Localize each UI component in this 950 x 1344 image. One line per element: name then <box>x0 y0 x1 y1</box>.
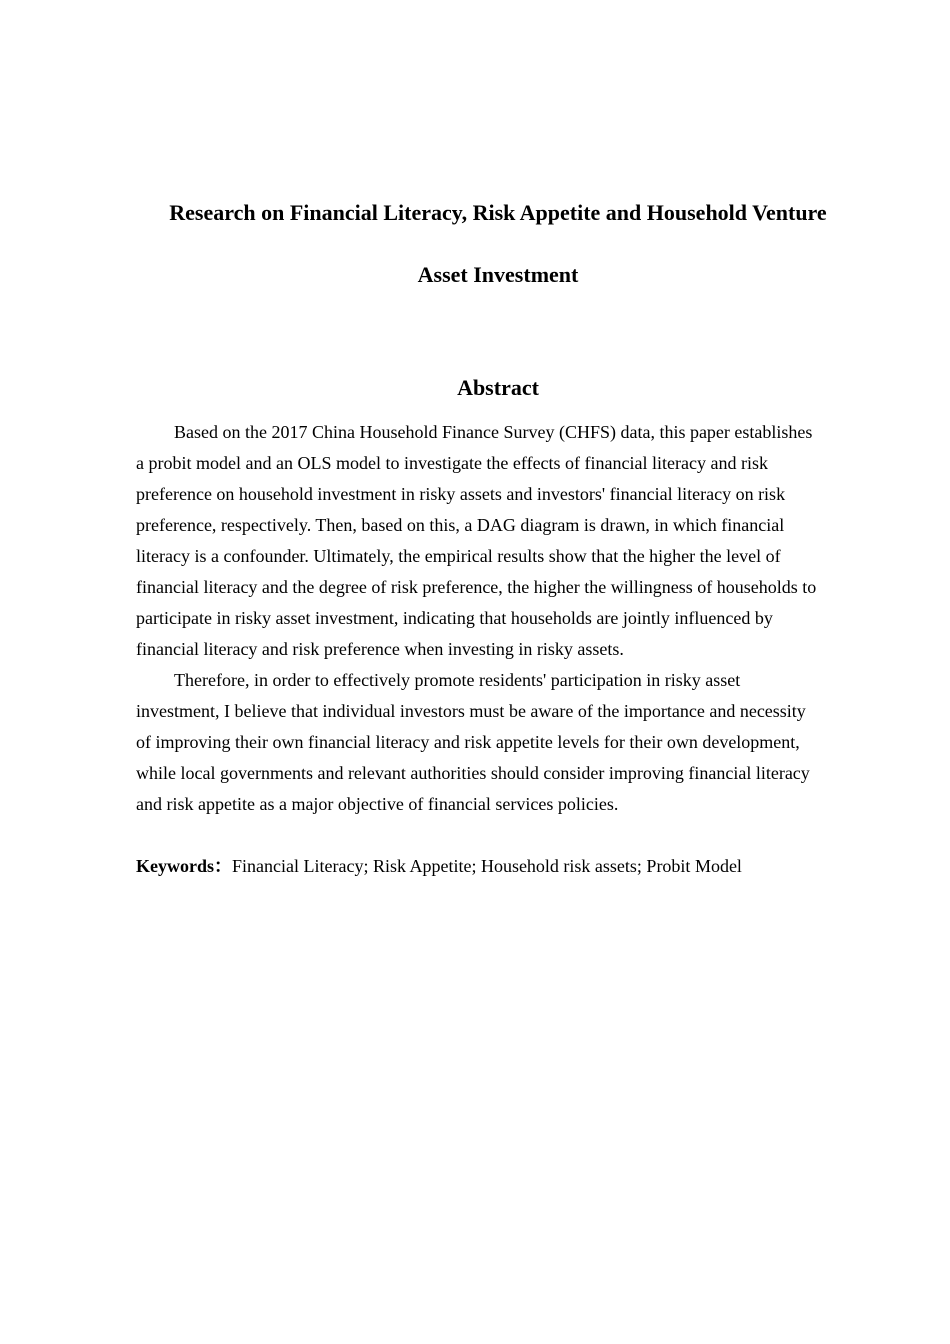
abstract-line: Based on the 2017 China Household Finance Survey (CHFS) data, this paper establishes <box>174 422 813 442</box>
abstract-line: while local governments and relevant authorities should consider improving financial literacy <box>136 763 810 783</box>
keywords-text: Financial Literacy; Risk Appetite; Household risk assets; Probit Model <box>232 856 742 876</box>
abstract-line: preference, respectively. Then, based on this, a DAG diagram is drawn, in which financial <box>136 515 785 535</box>
keywords-line <box>136 851 862 882</box>
abstract-line: Therefore, in order to effectively promote residents' participation in risky asset <box>174 670 741 690</box>
abstract-line: literacy is a confounder. Ultimately, the empirical results show that the higher the level of <box>136 546 781 566</box>
keywords-label: Keywords： <box>136 856 232 876</box>
abstract-line: a probit model and an OLS model to investigate the effects of financial literacy and risk <box>136 453 768 473</box>
abstract-line: and risk appetite as a major objective of financial services policies. <box>136 794 619 814</box>
paper-title-line-1: Research on Financial Literacy, Risk Appetite and Household Venture <box>169 200 827 225</box>
abstract-heading: Abstract <box>457 375 539 400</box>
abstract-paragraph-1 <box>136 417 862 665</box>
abstract-line: preference on household investment in risky assets and investors' financial literacy on risk <box>136 484 786 504</box>
abstract-line: financial literacy and risk preference when investing in risky assets. <box>136 639 624 659</box>
abstract-line: participate in risky asset investment, indicating that households are jointly influenced by <box>136 608 773 628</box>
abstract-paragraph-2 <box>136 665 862 820</box>
abstract-line: investment, I believe that individual investors must be aware of the importance and necessity <box>136 701 806 721</box>
abstract-line: financial literacy and the degree of risk preference, the higher the willingness of households to <box>136 577 817 597</box>
paper-title-line-2: Asset Investment <box>417 262 579 287</box>
abstract-line: of improving their own financial literacy and risk appetite levels for their own development, <box>136 732 800 752</box>
